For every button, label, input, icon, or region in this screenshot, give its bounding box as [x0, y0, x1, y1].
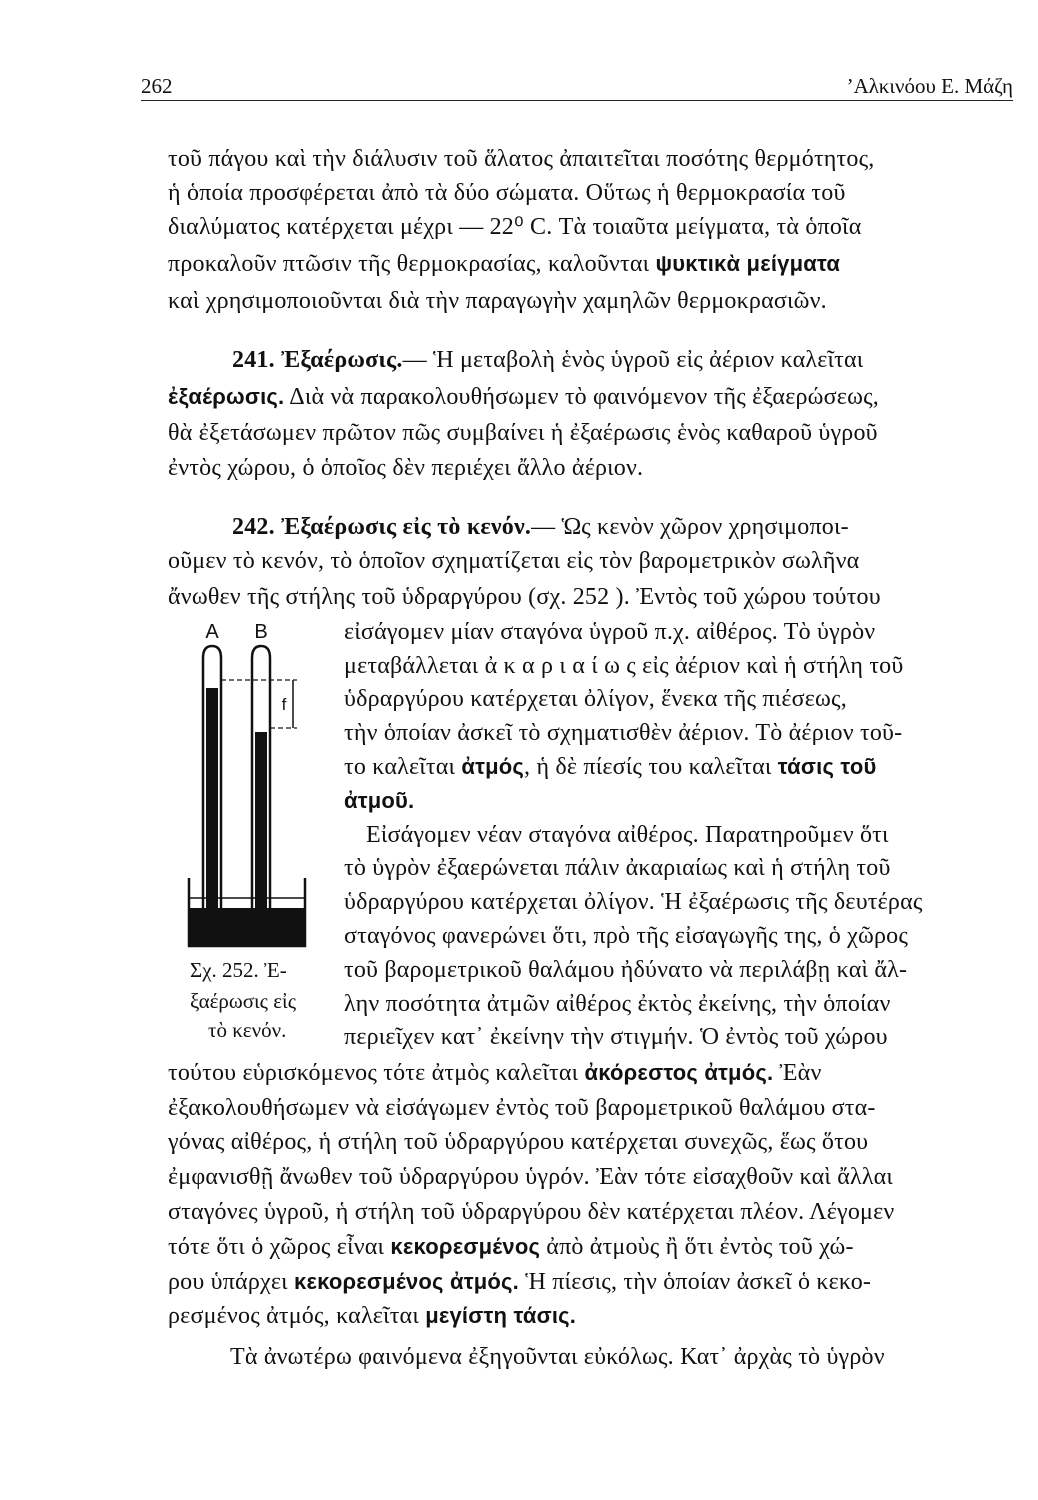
text-span: το καλεῖται	[344, 754, 462, 780]
text-line: ὑδραργύρου κατέρχεται ὀλίγον, ἕνεκα τῆς πιέσεως,	[344, 686, 847, 712]
term-vapour-tension-end: ἀτμοῦ.	[344, 788, 415, 813]
text-span: ρου ὑπάρχει	[168, 1269, 294, 1295]
term-cooling-mixtures: ψυκτικὰ μείγματα	[655, 251, 841, 276]
term-saturated: κεκορεσμένος	[390, 1234, 541, 1259]
text-span: — Ἡ μεταβολὴ ἑνὸς ὑγροῦ εἰς ἀέριον καλεῖται	[402, 347, 864, 373]
text-line: τοῦ πάγου καὶ τὴν διάλυσιν τοῦ ἅλατος ἀπαιτεῖται ποσότης θερμότητος,	[168, 146, 875, 172]
text-line: σταγόνες ὑγροῦ, ἡ στήλη τοῦ ὑδραργύρου δὲν κατέρχεται πλέον. Λέγομεν	[168, 1199, 895, 1225]
section-242-line	[232, 512, 849, 542]
section-241-line	[232, 345, 863, 375]
text-line: ἐξακολουθήσωμεν νὰ εἰσάγωμεν ἐντὸς τοῦ βαρομετρικοῦ θαλάμου στα-	[168, 1095, 876, 1121]
difference-label: f	[281, 695, 287, 714]
term-vapour-tension: τάσις τοῦ	[777, 754, 877, 779]
text-line	[168, 1232, 854, 1262]
text-line	[168, 1301, 576, 1331]
text-line: οῦμεν τὸ κενόν, τὸ ὁποῖον σχηματίζεται εἰς τὸν βαρομετρικὸν σωλῆνα	[168, 548, 860, 574]
figure-caption-line: Σχ. 252. Ἐ-	[190, 958, 287, 982]
text-line: Εἰσάγομεν νέαν σταγόνα αἰθέρος. Παρατηροῦμεν ὅτι	[366, 822, 889, 848]
text-line: θὰ ἐξετάσωμεν πρῶτον πῶς συμβαίνει ἡ ἐξαέρωσις ἑνὸς καθαροῦ ὑγροῦ	[168, 420, 878, 446]
text-line	[168, 1267, 871, 1297]
figure-caption-line: τὸ κενόν.	[208, 1018, 287, 1042]
text-line: μεταβάλλεται ἀ κ α ρ ι α ί ω ς εἰς ἀέριον καὶ ἡ στήλη τοῦ	[344, 653, 904, 679]
text-line: ἐντὸς χώρου, ὁ ὁποῖος δὲν περιέχει ἄλλο ἀέριον.	[168, 455, 644, 481]
term-vapour: ἀτμός	[461, 754, 525, 779]
text-line	[168, 382, 879, 412]
text-line	[168, 1058, 822, 1088]
text-line	[344, 752, 876, 782]
section-242-heading: 242. Ἐξαέρωσις εἰς τὸ κενόν.	[232, 514, 532, 540]
term-saturated-vapour: κεκορεσμένος ἀτμός.	[294, 1269, 519, 1294]
text-line: σταγόνος φανερώνει ὅτι, πρὸ τῆς εἰσαγωγῆς της, ὁ χῶρος	[344, 923, 909, 949]
text-span: Ἡ πίεσις, τὴν ὁποίαν ἀσκεῖ ὁ κεκο-	[519, 1269, 872, 1295]
text-line: τὴν ὁποίαν ἀσκεῖ τὸ σχηματισθὲν ἀέριον. Τὸ ἀέριον τοῦ-	[344, 720, 903, 746]
text-span: τότε ὅτι ὁ χῶρος εἶναι	[168, 1234, 391, 1260]
term-unsaturated-vapour: ἀκόρεστος ἀτμός.	[584, 1060, 774, 1085]
text-span: Διὰ νὰ παρακολουθήσωμεν τὸ φαινόμενον τῆς ἐξαερώσεως,	[284, 384, 879, 410]
text-span: προκαλοῦν πτῶσιν τῆς θερμοκρασίας, καλοῦνται	[168, 251, 656, 277]
text-line: ὑδραργύρου κατέρχεται ὀλίγον. Ἡ ἐξαέρωσις τῆς δευτέρας	[344, 889, 923, 915]
text-span: ἀπὸ ἀτμοὺς ἢ ὅτι ἐντὸς τοῦ χώ-	[540, 1234, 854, 1260]
text-span: , ἡ δὲ πίεσίς του καλεῖται	[524, 754, 778, 780]
text-line: εἰσάγομεν μίαν σταγόνα ὑγροῦ π.χ. αἰθέρος. Τὸ ὑγρὸν	[344, 619, 876, 645]
text-span: — Ὡς κενὸν χῶρον χρησιμοποι-	[531, 514, 849, 540]
barometer-tubes-diagram	[185, 616, 315, 956]
page-number: 262	[141, 74, 173, 98]
mercury-column-a	[206, 688, 218, 918]
text-span: ρεσμένος ἀτμός, καλεῖται	[168, 1303, 426, 1329]
term-evaporation: ἐξαέρωσις.	[168, 384, 285, 409]
text-line: τοῦ βαρομετρικοῦ θαλάμου ἠδύνατο νὰ περιλάβῃ καὶ ἄλ-	[344, 957, 908, 983]
term-maximum-tension: μεγίστη τάσις.	[425, 1303, 577, 1328]
section-241-heading: 241. Ἐξαέρωσις.	[232, 347, 403, 373]
text-line: ἄνωθεν τῆς στήλης τοῦ ὑδραργύρου (σχ. 252 ). Ἐντὸς τοῦ χώρου τούτου	[168, 584, 881, 610]
text-line: ἡ ὁποία προσφέρεται ἀπὸ τὰ δύο σώματα. Οὕτως ἡ θερμοκρασία τοῦ	[168, 180, 846, 206]
barometer-figure	[185, 616, 315, 956]
text-line: γόνας αἰθέρος, ἡ στήλη τοῦ ὑδραργύρου κατέρχεται συνεχῶς, ἕως ὅτου	[168, 1129, 869, 1155]
text-line	[344, 786, 414, 816]
tube-b-label: B	[254, 621, 268, 643]
text-line: τὸ ὑγρὸν ἐξαερώνεται πάλιν ἀκαριαίως καὶ ἡ στήλη τοῦ	[344, 855, 891, 881]
text-line: λην ποσότητα ἀτμῶν αἰθέρος ἐκτὸς ἐκείνης, τὴν ὁποίαν	[344, 991, 891, 1017]
text-line: περιεῖχεν κατ᾽ ἐκείνην τὴν στιγμήν. Ὁ ἐντὸς τοῦ χώρου	[344, 1024, 888, 1050]
text-span: Ἐὰν	[773, 1060, 822, 1086]
mercury-column-b	[255, 732, 267, 918]
text-line: ἐμφανισθῇ ἄνωθεν τοῦ ὑδραργύρου ὑγρόν. Ἐὰν τότε εἰσαχθοῦν καὶ ἄλλαι	[168, 1164, 894, 1190]
tube-a-label: A	[205, 621, 219, 643]
text-line: καὶ χρησιμοποιοῦνται διὰ τὴν παραγωγὴν χαμηλῶν θερμοκρασιῶν.	[168, 288, 827, 314]
text-span: τούτου εὑρισκόμενος τότε ἀτμὸς καλεῖται	[168, 1060, 585, 1086]
text-line: διαλύματος κατέρχεται μέχρι — 22⁰ C. Τὰ τοιαῦτα μείγματα, τὰ ὁποῖα	[168, 214, 862, 240]
page-header	[141, 70, 1013, 101]
figure-caption-line: ξαέρωσις εἰς	[190, 989, 297, 1013]
text-line	[168, 249, 840, 279]
mercury-bath	[189, 908, 305, 946]
running-title: ’Αλκινόου Ε. Μάζη	[846, 74, 1013, 98]
text-line: Τὰ ἀνωτέρω φαινόμενα ἐξηγοῦνται εὐκόλως. Κατ᾽ ἀρχὰς τὸ ὑγρὸν	[230, 1344, 885, 1370]
